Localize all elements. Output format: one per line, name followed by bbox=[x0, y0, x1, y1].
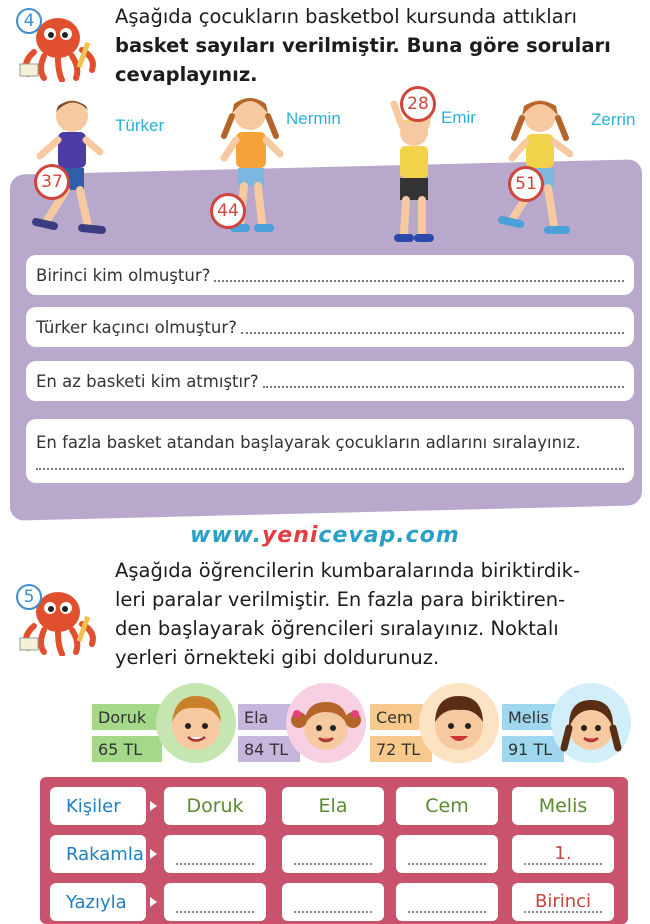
question-5-text: Aşağıda öğrencilerin kumbaralarında biriktirdik- leri paralar verilmiştir. En fazla para biriktiren- den başlayarak öğrencileri sıralayınız. Noktalı yerleri örnekteki gibi doldurunuz. bbox=[115, 559, 580, 669]
kid-score-emir: 28 bbox=[400, 86, 436, 122]
question-1-text: Birinci kim olmuştur? bbox=[36, 265, 211, 285]
question-number-4: 4 bbox=[16, 8, 42, 34]
kid-name-zerrin: Zerrin bbox=[591, 110, 636, 129]
question-number-5: 5 bbox=[16, 584, 42, 610]
student-name-tag: Cem bbox=[370, 704, 432, 730]
question-box-4 bbox=[26, 419, 634, 483]
kid-name-turker: Türker bbox=[115, 116, 165, 135]
question-box-2 bbox=[26, 307, 634, 347]
row-label-numeric: Rakamla bbox=[50, 835, 146, 873]
kid-score-nermin: 44 bbox=[210, 193, 246, 229]
table-name-cell: Cem bbox=[396, 787, 498, 825]
boy-face-icon bbox=[418, 682, 500, 764]
student-amount-tag: 72 TL bbox=[370, 736, 432, 762]
table-number-cell[interactable] bbox=[396, 835, 498, 873]
table-name-cell: Doruk bbox=[164, 787, 266, 825]
answer-line-4[interactable] bbox=[36, 456, 624, 470]
student-name-tag: Melis bbox=[502, 704, 564, 730]
question-4-text-line: En fazla basket atandan başlayarak çocukların adlarını sıralayınız. bbox=[36, 432, 581, 452]
arrow-icon bbox=[150, 801, 157, 811]
answer-line-2[interactable] bbox=[241, 320, 624, 334]
student-name-tag: Doruk bbox=[92, 704, 162, 730]
question-4-text: Aşağıda çocukların basketbol kursunda attıkları basket sayıları verilmiştir. Buna göre soruları cevaplayınız. bbox=[115, 5, 611, 86]
row-label-written: Yazıyla bbox=[50, 883, 146, 921]
table-word-cell[interactable] bbox=[282, 883, 384, 921]
student-amount-tag: 84 TL bbox=[238, 736, 300, 762]
kid-score-zerrin: 51 bbox=[508, 166, 544, 202]
table-name-cell: Ela bbox=[282, 787, 384, 825]
question-3-text: En az basketi kim atmıştır? bbox=[36, 371, 259, 391]
table-number-cell[interactable] bbox=[164, 835, 266, 873]
kid-name-nermin: Nermin bbox=[286, 109, 341, 128]
student-name-tag: Ela bbox=[238, 704, 300, 730]
arrow-icon bbox=[150, 849, 157, 859]
girl-face-icon bbox=[285, 682, 367, 764]
table-word-cell[interactable] bbox=[164, 883, 266, 921]
example-word: Birinci bbox=[534, 891, 592, 912]
table-number-cell[interactable] bbox=[512, 835, 614, 873]
kid-score-turker: 37 bbox=[34, 164, 70, 200]
boy-face-icon bbox=[155, 682, 237, 764]
student-amount-tag: 91 TL bbox=[502, 736, 564, 762]
answer-line-1[interactable] bbox=[214, 268, 624, 282]
student-amount-tag: 65 TL bbox=[92, 736, 162, 762]
watermark: www.yenicevap.com bbox=[190, 523, 460, 548]
question-2-text: Türker kaçıncı olmuştur? bbox=[36, 317, 237, 337]
question-box-1 bbox=[26, 255, 634, 295]
row-label-people: Kişiler bbox=[50, 787, 146, 825]
answer-line-3[interactable] bbox=[263, 374, 624, 388]
kid-name-emir: Emir bbox=[441, 108, 476, 127]
question-box-3 bbox=[26, 361, 634, 401]
arrow-icon bbox=[150, 897, 157, 907]
table-name-cell: Melis bbox=[512, 787, 614, 825]
table-word-cell[interactable] bbox=[396, 883, 498, 921]
girl-face-icon bbox=[550, 682, 632, 764]
example-number: 1. bbox=[554, 843, 572, 864]
table-word-cell[interactable] bbox=[512, 883, 614, 921]
table-number-cell[interactable] bbox=[282, 835, 384, 873]
